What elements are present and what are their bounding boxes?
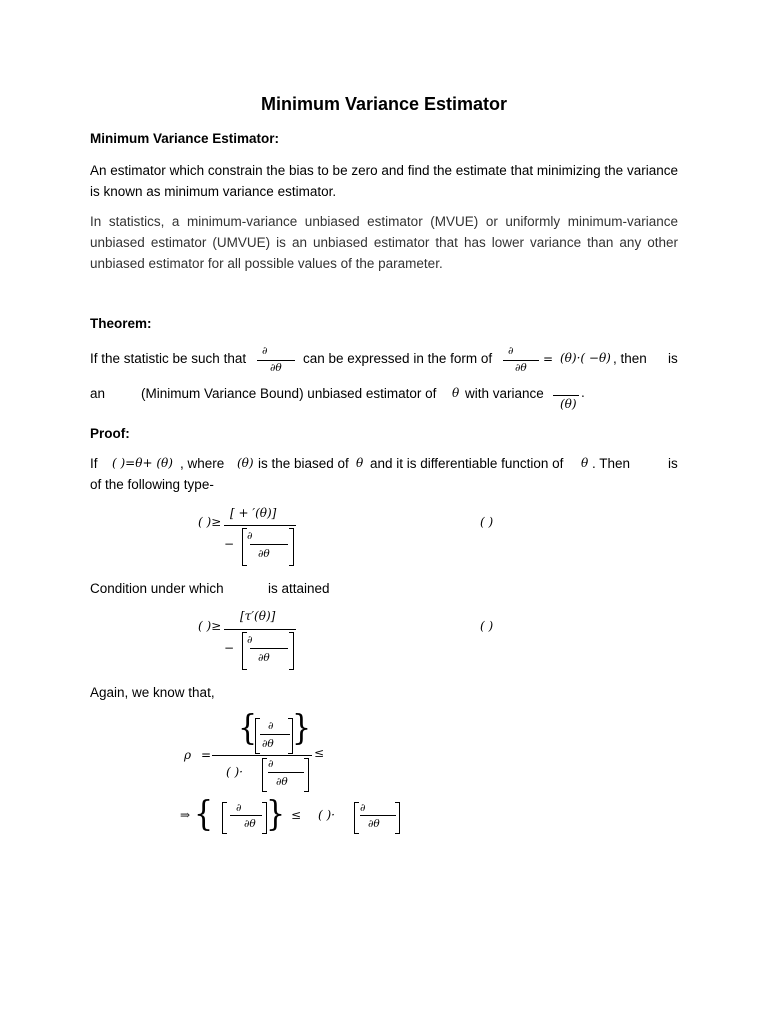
proof-text-7: of the following type- [90,477,214,492]
variance-denominator: (θ) [560,397,577,411]
theorem-text-1: If the statistic be such that [90,351,247,366]
minus-sign-2: − [224,641,235,655]
proof-text-1: If [90,456,98,471]
rho-var-expr: ( )· [226,765,243,779]
rho-den-bracket-right [304,758,309,792]
variance-dot: . [581,386,585,400]
implies-bracket-left [222,802,227,834]
inequality-lhs-1: ( )≥ [198,515,222,529]
proof-text-4: and it is differentiable function of [370,456,564,471]
condition-text-1: Condition under which [90,581,224,596]
equation-label-2: ( ) [480,619,494,633]
partial-num-ineq-2: ∂ [247,634,253,646]
rho-den-partial-den: ∂θ [276,776,288,788]
implies-leq: ≤ [291,808,302,822]
partial-numerator: ∂ [262,345,268,357]
fraction-bar [257,360,295,361]
brace-close-1: } [292,708,312,749]
rho-partial-den: ∂θ [262,738,274,750]
implies-partial-num: ∂ [236,802,242,814]
implies-bracket2-right [395,802,400,834]
implies2-partial-num: ∂ [360,802,366,814]
if-expression: ( )=θ+ (θ) [112,456,173,470]
mvue-paragraph: In statistics, a minimum-variance unbiased estimator (MVUE) or uniformly minimum-variance unbiased estimator (UMVUE) is an unbiased estimator that has lower variance than any other unbiased estimator for all possible values of the parameter. [90,214,678,271]
theorem-text-5: an [90,386,106,401]
brace-close-2: } [266,794,286,835]
rho-den-bracket-left [262,758,267,792]
theorem-text-3: , then [613,351,647,366]
rho-main-bar [212,755,312,756]
implies2-inner-bar [360,815,396,816]
partial-den-ineq-2: ∂θ [258,652,270,664]
variance-fraction-bar [553,395,579,396]
partial-denominator-2: ∂θ [515,362,527,374]
proof-text-6: is [668,456,678,471]
proof-text-3: is the biased of [258,456,349,471]
proof-heading: Proof: [90,426,130,441]
brace-open-2: { [194,794,214,835]
implies-inner-bar [230,815,262,816]
theorem-text-7: with variance [465,386,544,401]
theta-symbol-2: θ [356,456,364,470]
implies2-partial-den: ∂θ [368,818,380,830]
theorem-heading: Theorem: [90,316,152,331]
rho-den-partial-num: ∂ [268,758,274,770]
rho-equals: = [201,748,212,762]
theorem-text-2: can be expressed in the form of [303,351,493,366]
right-bracket-2 [289,632,294,670]
rho-symbol: ρ [184,748,192,762]
theta-symbol-3: θ [581,456,589,470]
inner-bar-1 [250,544,288,545]
bias-expression: (θ) [237,456,254,470]
brace-open-1: { [238,708,258,749]
inner-bar-2 [250,648,288,649]
theorem-text-4: is [668,351,678,366]
page-title: Minimum Variance Estimator [260,94,508,114]
definition-paragraph: An estimator which constrain the bias to be zero and find the estimate that minimizing the variance is known as minimum variance estimator. [90,163,678,199]
implies-partial-den: ∂θ [244,818,256,830]
theta-symbol: θ [452,386,460,400]
rho-inner-bar [260,734,290,735]
implies-var-expr: ( )· [318,808,335,822]
minus-sign-1: − [224,537,235,551]
inequality-bar-1 [224,525,296,526]
rhs-form: (θ)·( −θ) [560,351,611,365]
equation-label-1: ( ) [480,515,494,529]
inequality-numerator-1: [ + ′(θ)] [230,506,277,520]
inequality-numerator-2: [τ′(θ)] [240,609,276,623]
condition-text-2: is attained [268,581,330,596]
fraction-bar-2 [503,360,539,361]
rho-bracket-left [255,718,260,754]
right-bracket-1 [289,528,294,566]
partial-numerator-2: ∂ [508,345,514,357]
section-heading: Minimum Variance Estimator: [90,131,280,146]
rho-leq: ≤ [314,746,325,760]
rho-den-inner-bar [268,772,304,773]
theorem-text-6: (Minimum Variance Bound) unbiased estimator of [141,386,437,401]
inequality-bar-2 [224,629,296,630]
partial-den-ineq-1: ∂θ [258,548,270,560]
again-text: Again, we know that, [90,685,215,700]
partial-denominator: ∂θ [270,362,282,374]
rho-partial-num: ∂ [268,720,274,732]
proof-text-5: . Then [592,456,631,471]
inequality-lhs-2: ( )≥ [198,619,222,633]
partial-num-ineq-1: ∂ [247,530,253,542]
proof-text-2: , where [180,456,225,471]
equals-sign: = [543,352,554,366]
implies-arrow: ⇒ [180,808,191,822]
implies-bracket2-left [354,802,359,834]
